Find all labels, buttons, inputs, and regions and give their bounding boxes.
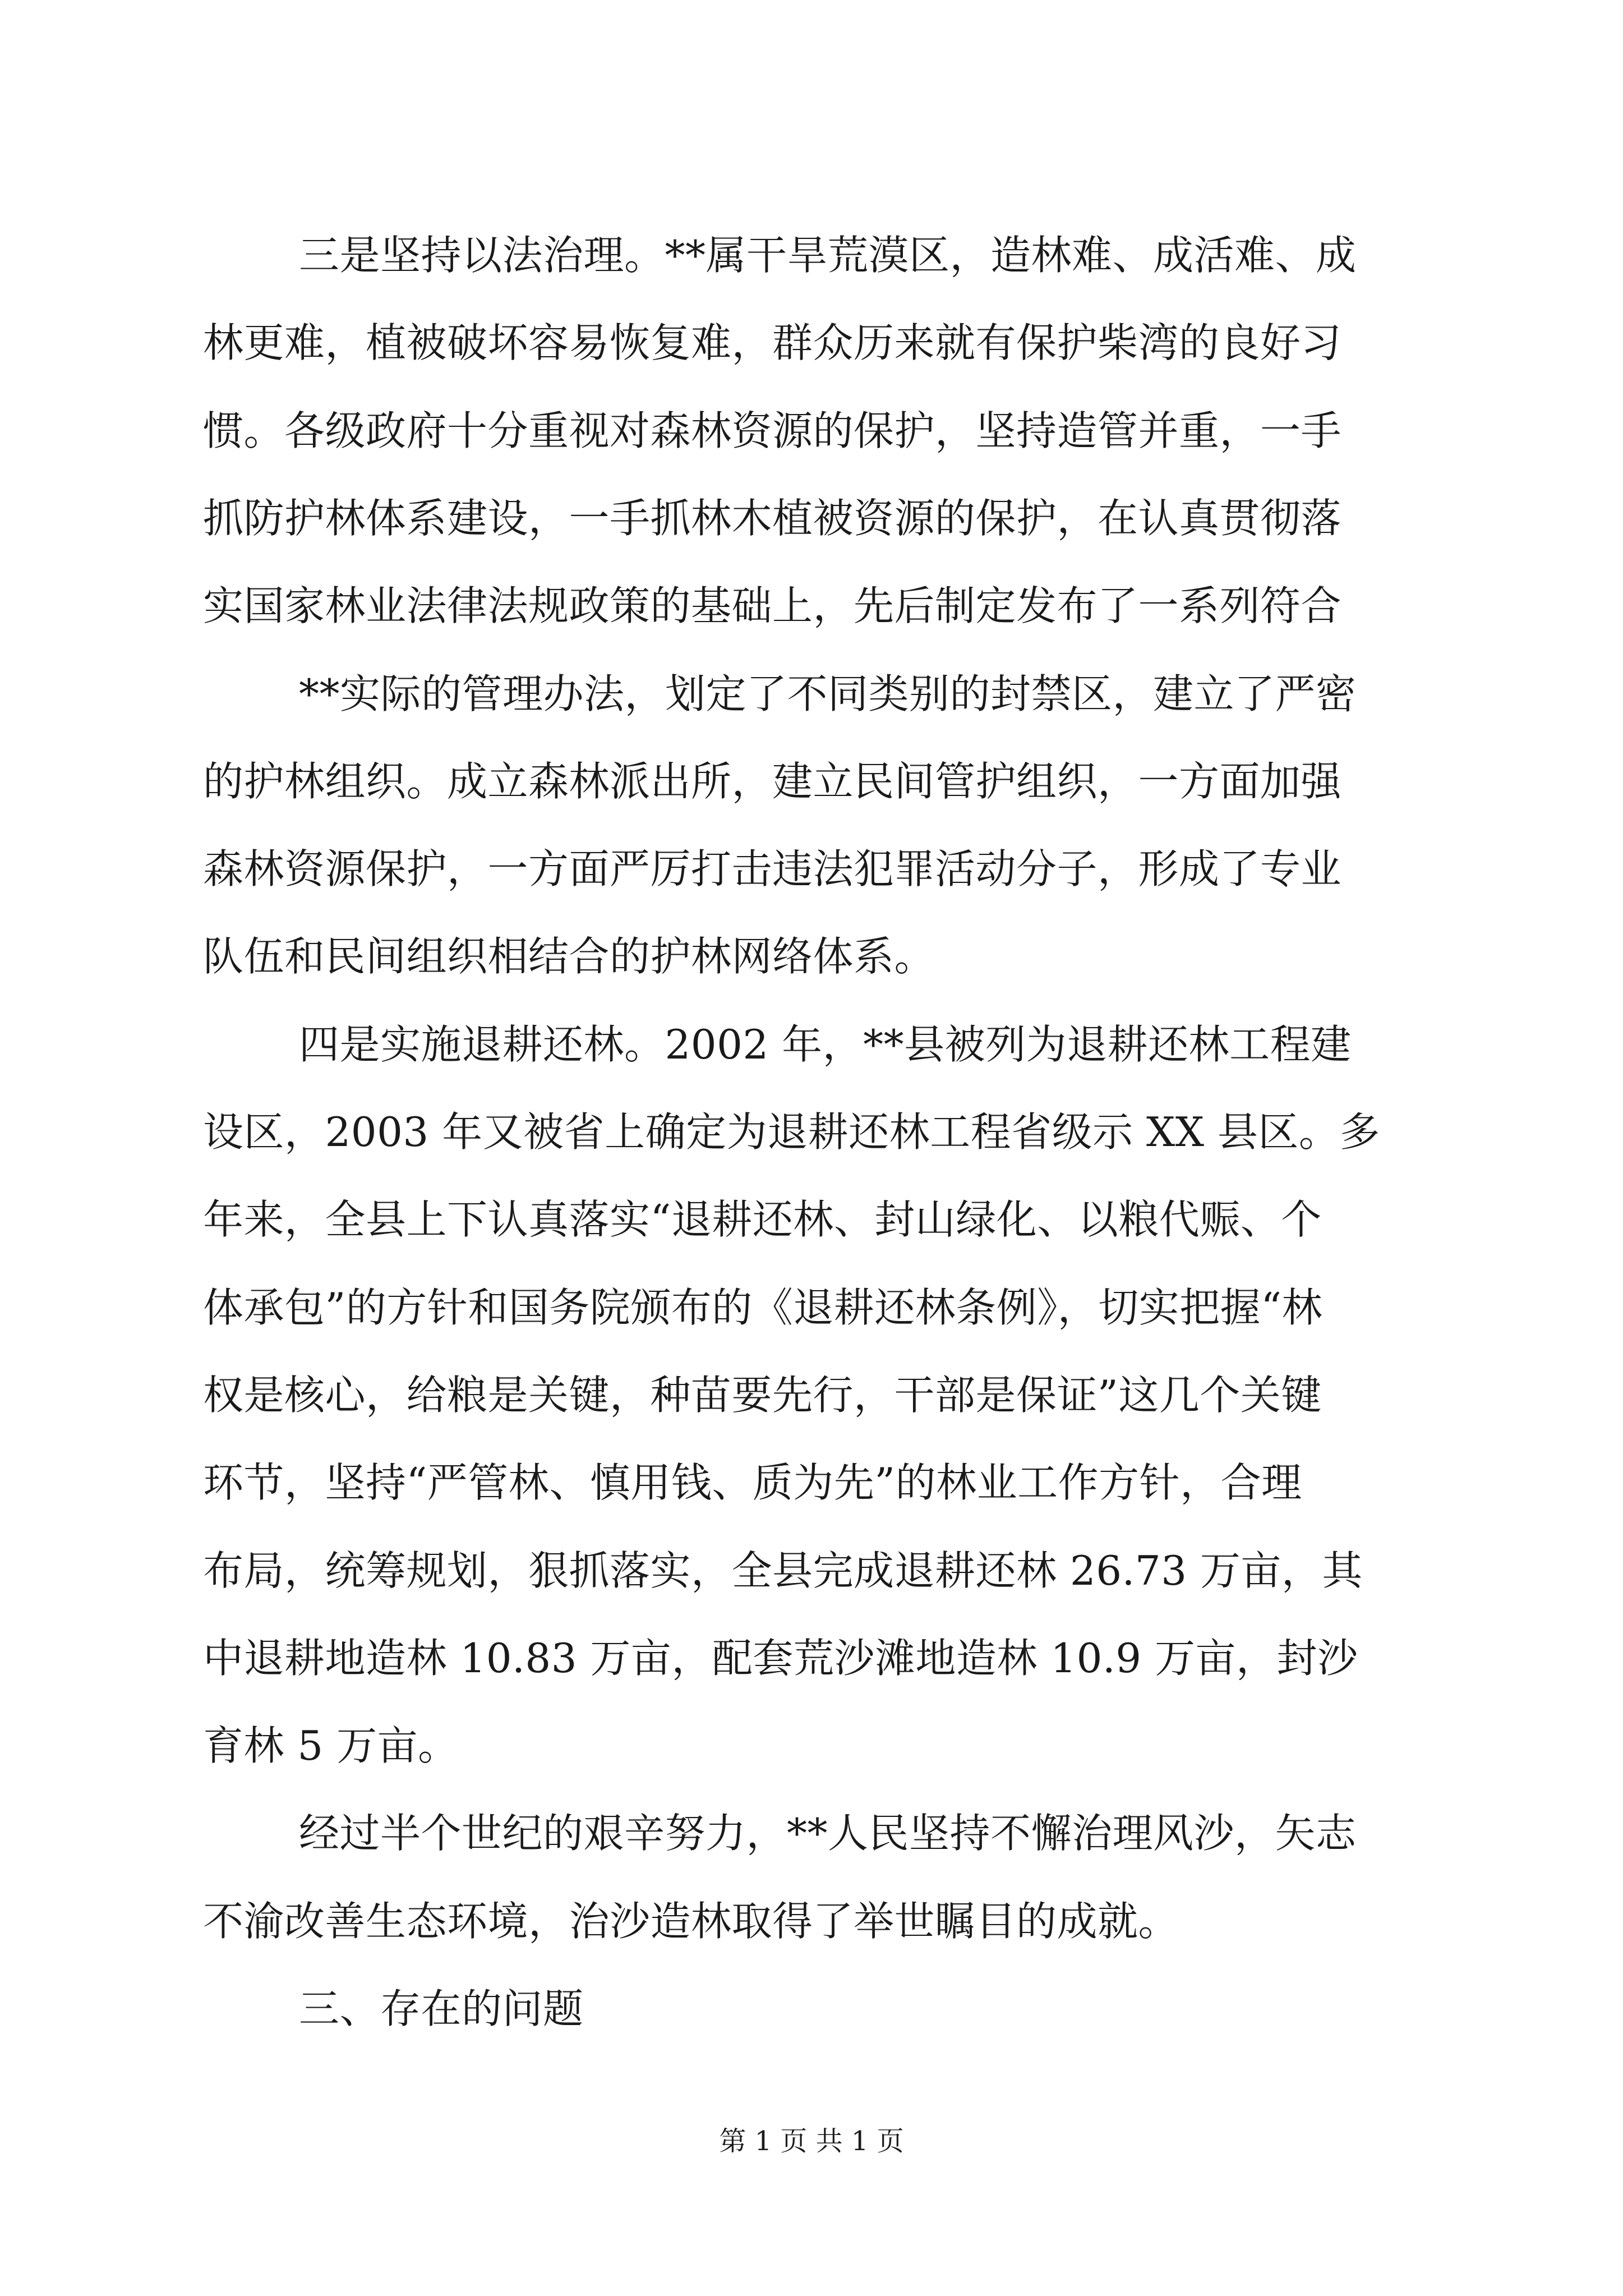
text-line: 的护林组织。成立森林派出所，建立民间管护组织，一方面加强 bbox=[203, 758, 1342, 805]
text-line: 四是实施退耕还林。2002 年，**县被列为退耕还林工程建 bbox=[299, 1021, 1352, 1068]
text-line: **实际的管理办法，划定了不同类别的封禁区，建立了严密 bbox=[299, 670, 1357, 717]
text-line: 环节，坚持“严管林、慎用钱、质为先”的林业工作方针，合理 bbox=[203, 1459, 1302, 1506]
text-line: 育林 5 万亩。 bbox=[203, 1722, 459, 1769]
text-line: 林更难，植被破坏容易恢复难，群众历来就有保护柴湾的良好习 bbox=[203, 319, 1342, 366]
text-line: 经过半个世纪的艰辛努力，**人民坚持不懈治理风沙，矢志 bbox=[299, 1810, 1357, 1857]
page-number-footer: 第 1 页 共 1 页 bbox=[719, 2125, 904, 2157]
text-line: 设区，2003 年又被省上确定为退耕还林工程省级示 XX 县区。多 bbox=[203, 1108, 1380, 1156]
text-line: 森林资源保护，一方面严厉打击违法犯罪活动分子，形成了专业 bbox=[203, 845, 1342, 892]
text-line: 中退耕地造林 10.83 万亩，配套荒沙滩地造林 10.9 万亩，封沙 bbox=[203, 1635, 1358, 1682]
text-line: 权是核心，给粮是关键，种苗要先行，干部是保证”这几个关键 bbox=[203, 1372, 1322, 1419]
section-heading: 三、存在的问题 bbox=[299, 1985, 584, 2032]
text-line: 三是坚持以法治理。**属干旱荒漠区，造林难、成活难、成 bbox=[299, 232, 1357, 279]
text-line: 不渝改善生态环境，治沙造林取得了举世瞩目的成就。 bbox=[203, 1898, 1179, 1945]
text-line: 年来，全县上下认真落实“退耕还林、封山绿化、以粮代赈、个 bbox=[203, 1196, 1322, 1243]
text-line: 队伍和民间组织相结合的护林网络体系。 bbox=[203, 933, 935, 980]
text-line: 抓防护林体系建设，一手抓林木植被资源的保护，在认真贯彻落 bbox=[203, 495, 1342, 542]
text-line: 实国家林业法律法规政策的基础上，先后制定发布了一系列符合 bbox=[203, 582, 1342, 629]
text-line: 体承包”的方针和国务院颁布的《退耕还林条例》，切实把握“林 bbox=[203, 1284, 1323, 1331]
text-line: 惯。各级政府十分重视对森林资源的保护，坚持造管并重，一手 bbox=[203, 407, 1342, 454]
text-line: 布局，统筹规划，狠抓落实，全县完成退耕还林 26.73 万亩，其 bbox=[203, 1547, 1363, 1594]
